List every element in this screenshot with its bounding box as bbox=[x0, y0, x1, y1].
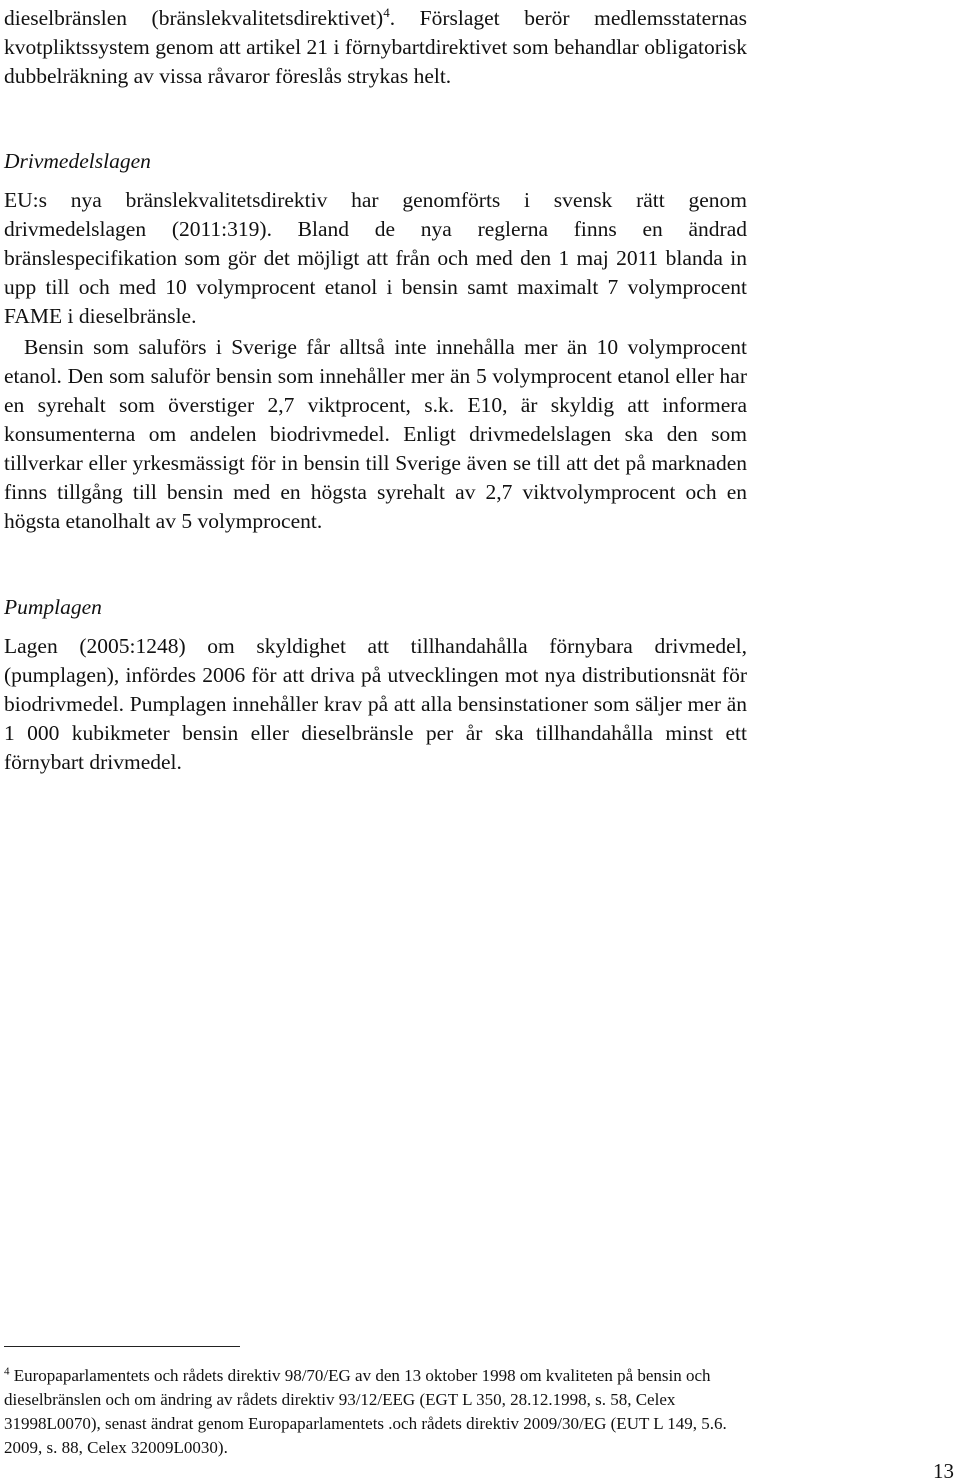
heading-drivmedelslagen: Drivmedelslagen bbox=[4, 149, 151, 173]
footnote-reference[interactable]: 4 bbox=[383, 4, 390, 20]
pumplagen-paragraph: Lagen (2005:1248) om skyldighet att tillhandahålla förnybara drivmedel, (pumplagen), infördes 2006 för att driva på utvecklingen mot nya distributionsnät för biodrivmedel. Pumplagen innehåller krav på att alla bensinstationer som säljer mer än 1 000 kubikmeter bensin eller dieselbränsle per år ska tillhandahålla minst ett förnybart drivmedel. bbox=[4, 634, 747, 774]
drivmedelslagen-paragraph-1: EU:s nya bränslekvalitetsdirektiv har genomförts i svensk rätt genom drivmedelslagen (2011:319). Bland de nya reglerna finns en ändrad bränslespecifikation som gör det möjligt att från och med den 1 maj 2011 blanda in upp till och med 10 volymprocent etanol i bensin samt maximalt 7 volymprocent FAME i dieselbränsle. bbox=[4, 188, 747, 328]
footnote-text: Europaparlamentets och rådets direktiv 98/70/EG av den 13 oktober 1998 om kvaliteten på bensin och dieselbränslen och om ändring av rådets direktiv 93/12/EEG (EGT L 350, 28.12.1998, s. 58, Celex 31998L0070), senast ändrat genom Europaparlamentets .och rådets direktiv 2009/30/EG (EUT L 149, 5.6. 2009, s. 88, Celex 32009L0030). bbox=[4, 1366, 727, 1457]
heading-pumplagen: Pumplagen bbox=[4, 595, 102, 619]
footnote-separator bbox=[4, 1346, 240, 1347]
page-number: 13 bbox=[933, 1459, 954, 1483]
intro-text-after-ref: . Förslaget berör medlemsstaternas kvotpliktssystem genom att artikel 21 i förnybartdirektivet som behandlar obligatorisk dubbelräkning av vissa råvaror föreslås strykas helt. bbox=[4, 6, 747, 88]
intro-paragraph bbox=[4, 4, 747, 91]
drivmedelslagen-paragraph-2: Bensin som saluförs i Sverige får alltså inte innehålla mer än 10 volymprocent etanol. Den som saluför bensin som innehåller mer än 5 volymprocent etanol eller har en syrehalt som överstiger 2,7 viktprocent, s.k. E10, är skyldig att informera konsumenterna om andelen biodrivmedel. Enligt drivmedelslagen ska den som tillverkar eller yrkesmässigt för in bensin till Sverige även se till att det på marknaden finns tillgång till bensin med en högsta syrehalt av 2,7 viktvolymprocent och en högsta etanolhalt av 5 volymprocent. bbox=[4, 335, 747, 533]
footnote-marker: 4 bbox=[4, 1365, 10, 1378]
footnote bbox=[4, 1364, 744, 1460]
intro-text-before-ref: dieselbränslen (bränslekvalitetsdirektivet) bbox=[4, 6, 384, 30]
